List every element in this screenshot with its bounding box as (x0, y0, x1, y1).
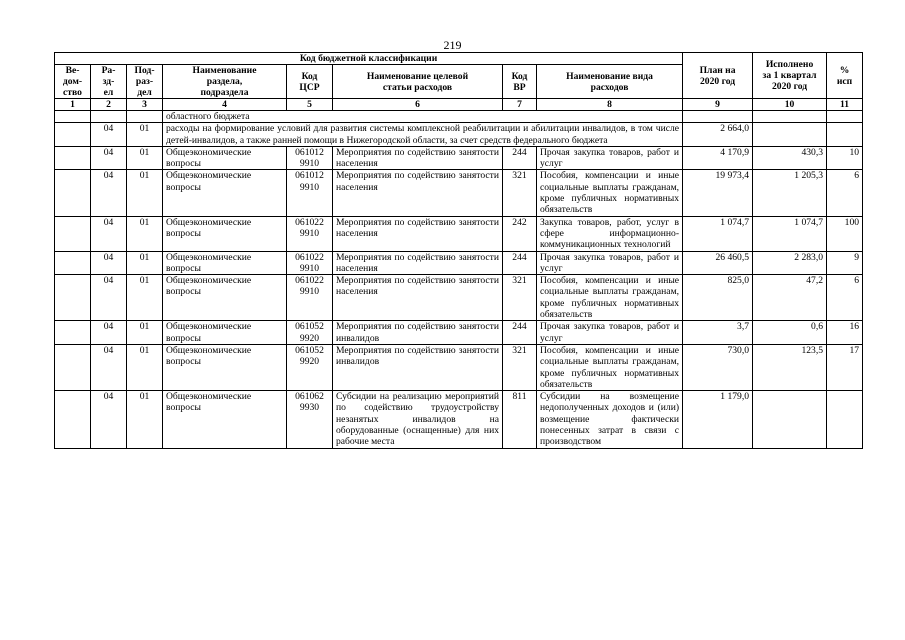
name-csr-cell: Мероприятия по содействию занятости инвалидов (333, 344, 503, 390)
razdel-cell: 04 (91, 123, 127, 147)
csr-cell: 061022 9910 (287, 275, 333, 321)
vr-cell: 811 (503, 391, 537, 448)
podrazdel-cell: 01 (127, 251, 163, 275)
table-row (55, 146, 863, 170)
vedomstvo-cell (55, 146, 91, 170)
col-number: 5 (287, 99, 333, 111)
name-razdel-cell: Общеэкономические вопросы (163, 170, 287, 216)
vr-cell: 321 (503, 275, 537, 321)
header-fact: Исполнено за 1 квартал 2020 год (753, 53, 827, 99)
col-number: 9 (683, 99, 753, 111)
vr-cell: 321 (503, 170, 537, 216)
name-vr-cell: Прочая закупка товаров, работ и услуг (537, 251, 683, 275)
fact-cell: 123,5 (753, 344, 827, 390)
name-razdel-cell: Общеэкономические вопросы (163, 321, 287, 345)
razdel-cell: 04 (91, 170, 127, 216)
vr-cell: 321 (503, 344, 537, 390)
continuation-text: областного бюджета (163, 111, 683, 123)
pct-cell: 100 (827, 216, 863, 251)
razdel-cell: 04 (91, 344, 127, 390)
header-csr: Код ЦСР (287, 65, 333, 99)
vr-cell: 244 (503, 321, 537, 345)
podrazdel-cell: 01 (127, 344, 163, 390)
csr-cell: 061012 9910 (287, 170, 333, 216)
name-vr-cell: Закупка товаров, работ, услуг в сфере информационно-коммуникационных технологий (537, 216, 683, 251)
pct-cell: 6 (827, 170, 863, 216)
name-vr-cell: Пособия, компенсации и иные социальные выплаты гражданам, кроме публичных нормативных обязательств (537, 275, 683, 321)
name-csr-cell: Мероприятия по содействию занятости инвалидов (333, 321, 503, 345)
header-group-row (55, 53, 863, 65)
name-csr-cell: Мероприятия по содействию занятости населения (333, 146, 503, 170)
pct-cell: 16 (827, 321, 863, 345)
header-razdel: Ра- зд- ел (91, 65, 127, 99)
plan-cell: 1 179,0 (683, 391, 753, 448)
col-number: 1 (55, 99, 91, 111)
name-vr-cell: Пособия, компенсации и иные социальные выплаты гражданам, кроме публичных нормативных обязательств (537, 344, 683, 390)
header-name-csr: Наименование целевой статьи расходов (333, 65, 503, 99)
name-csr-cell: Мероприятия по содействию занятости населения (333, 216, 503, 251)
vedomstvo-cell (55, 344, 91, 390)
name-vr-cell: Субсидии на возмещение недополученных доходов и (или) возмещение фактически понесенных затрат в связи с производством (537, 391, 683, 448)
pct-cell: 17 (827, 344, 863, 390)
csr-cell: 061062 9930 (287, 391, 333, 448)
table-row (55, 275, 863, 321)
table-row (55, 251, 863, 275)
plan-cell: 825,0 (683, 275, 753, 321)
header-vr: Код ВР (503, 65, 537, 99)
vr-cell: 244 (503, 146, 537, 170)
col-number: 3 (127, 99, 163, 111)
plan-cell: 4 170,9 (683, 146, 753, 170)
plan-cell: 3,7 (683, 321, 753, 345)
fact-cell: 2 283,0 (753, 251, 827, 275)
header-group-title: Код бюджетной классификации (55, 53, 683, 65)
continuation-row (55, 111, 863, 123)
header-plan: План на 2020 год (683, 53, 753, 99)
name-vr-cell: Прочая закупка товаров, работ и услуг (537, 146, 683, 170)
name-razdel-cell: Общеэкономические вопросы (163, 391, 287, 448)
razdel-cell: 04 (91, 146, 127, 170)
vedomstvo-cell (55, 170, 91, 216)
razdel-cell: 04 (91, 391, 127, 448)
vedomstvo-cell (55, 216, 91, 251)
column-numbers-row (55, 99, 863, 111)
col-number: 6 (333, 99, 503, 111)
table-row (55, 391, 863, 448)
razdel-cell: 04 (91, 321, 127, 345)
fact-cell: 430,3 (753, 146, 827, 170)
razdel-cell: 04 (91, 251, 127, 275)
table-row (55, 321, 863, 345)
pct-cell: 6 (827, 275, 863, 321)
vedomstvo-cell (55, 391, 91, 448)
fact-cell: 1 074,7 (753, 216, 827, 251)
csr-cell: 061012 9910 (287, 146, 333, 170)
pct-cell: 9 (827, 251, 863, 275)
name-csr-cell: Мероприятия по содействию занятости населения (333, 170, 503, 216)
name-razdel-cell: Общеэкономические вопросы (163, 146, 287, 170)
name-vr-cell: Прочая закупка товаров, работ и услуг (537, 321, 683, 345)
vedomstvo-cell (55, 275, 91, 321)
podrazdel-cell: 01 (127, 216, 163, 251)
plan-cell: 26 460,5 (683, 251, 753, 275)
name-razdel-cell: Общеэкономические вопросы (163, 251, 287, 275)
plan-cell: 2 664,0 (683, 123, 753, 147)
fact-cell (753, 391, 827, 448)
pct-cell (827, 391, 863, 448)
name-vr-cell: Пособия, компенсации и иные социальные выплаты гражданам, кроме публичных нормативных обязательств (537, 170, 683, 216)
vedomstvo-cell (55, 321, 91, 345)
csr-cell: 061052 9920 (287, 344, 333, 390)
table-row (55, 170, 863, 216)
podrazdel-cell: 01 (127, 146, 163, 170)
table-row (55, 216, 863, 251)
csr-cell: 061022 9910 (287, 251, 333, 275)
name-csr-cell: Мероприятия по содействию занятости населения (333, 275, 503, 321)
col-number: 2 (91, 99, 127, 111)
name-razdel-cell: Общеэкономические вопросы (163, 216, 287, 251)
podrazdel-cell: 01 (127, 123, 163, 147)
plan-cell: 1 074,7 (683, 216, 753, 251)
col-number: 11 (827, 99, 863, 111)
fact-cell: 1 205,3 (753, 170, 827, 216)
header-name-razdel: Наименование раздела, подраздела (163, 65, 287, 99)
vr-cell: 244 (503, 251, 537, 275)
header-podrazdel: Под- раз- дел (127, 65, 163, 99)
name-razdel-cell: Общеэкономические вопросы (163, 275, 287, 321)
table-row (55, 344, 863, 390)
csr-cell: 061022 9910 (287, 216, 333, 251)
vedomstvo-cell (55, 251, 91, 275)
col-number: 4 (163, 99, 287, 111)
csr-cell: 061052 9920 (287, 321, 333, 345)
name-csr-cell: Мероприятия по содействию занятости населения (333, 251, 503, 275)
podrazdel-cell: 01 (127, 391, 163, 448)
plan-cell: 730,0 (683, 344, 753, 390)
razdel-cell: 04 (91, 275, 127, 321)
budget-table (54, 52, 863, 449)
name-razdel-cell: Общеэкономические вопросы (163, 344, 287, 390)
plan-cell: 19 973,4 (683, 170, 753, 216)
section-description: расходы на формирование условий для развития системы комплексной реабилитации и абилитации инвалидов, в том числе детей-инвалидов, а также ранней помощи в Нижегородской области, за счет средств федерального бюджета (163, 123, 683, 147)
podrazdel-cell: 01 (127, 321, 163, 345)
col-number: 7 (503, 99, 537, 111)
section-row (55, 123, 863, 147)
razdel-cell: 04 (91, 216, 127, 251)
vr-cell: 242 (503, 216, 537, 251)
pct-cell: 10 (827, 146, 863, 170)
header-vedomstvo: Ве- дом- ство (55, 65, 91, 99)
col-number: 10 (753, 99, 827, 111)
col-number: 8 (537, 99, 683, 111)
page-number: 219 (443, 38, 462, 52)
fact-cell: 47,2 (753, 275, 827, 321)
header-pct: % исп (827, 53, 863, 99)
name-csr-cell: Субсидии на реализацию мероприятий по содействию трудоустройству незанятых инвалидов на оборудованные (оснащенные) для них рабочие места (333, 391, 503, 448)
podrazdel-cell: 01 (127, 275, 163, 321)
fact-cell: 0,6 (753, 321, 827, 345)
podrazdel-cell: 01 (127, 170, 163, 216)
header-name-vr: Наименование вида расходов (537, 65, 683, 99)
